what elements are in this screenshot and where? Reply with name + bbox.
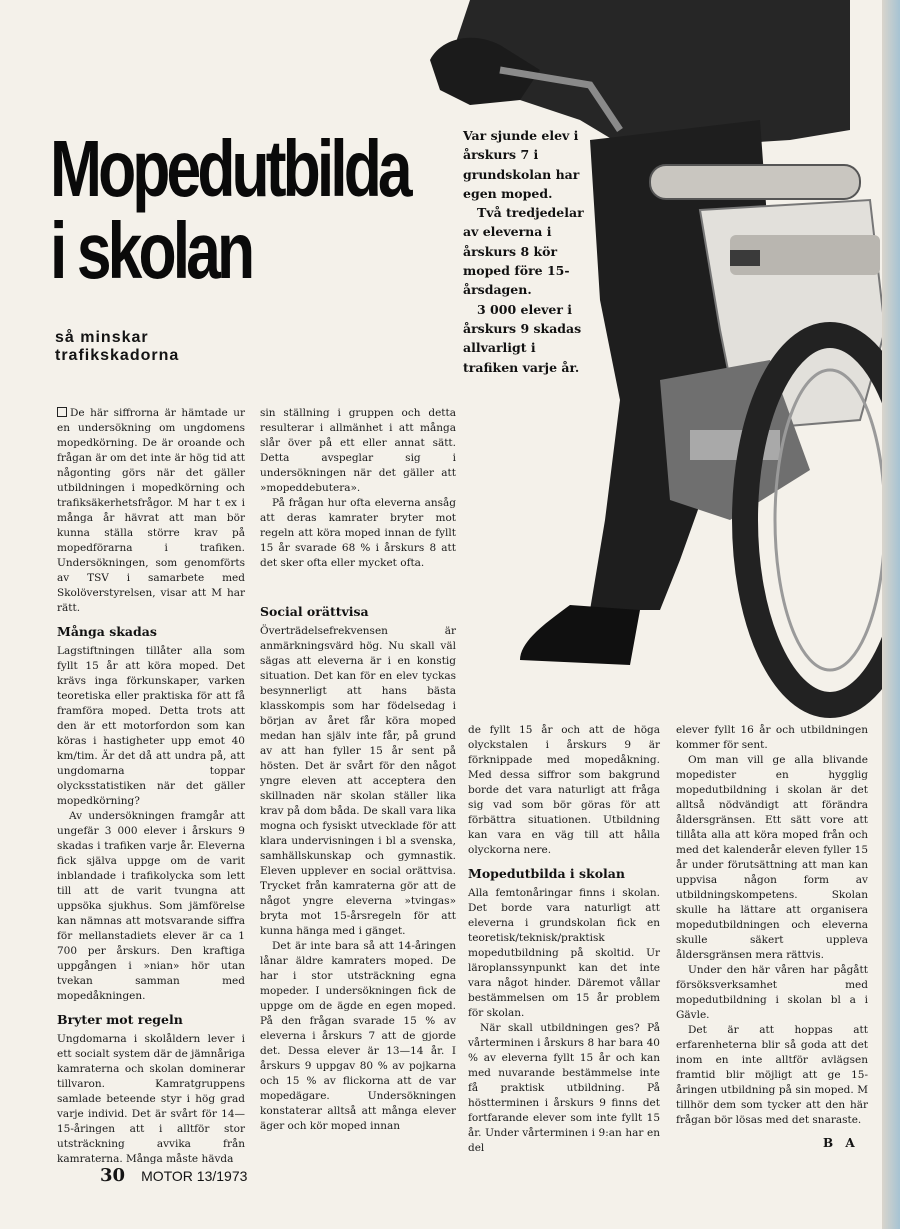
page-number: 30: [100, 1165, 126, 1186]
square-bullet-icon: [57, 407, 67, 417]
magazine-issue: MOTOR 13/1973: [141, 1168, 248, 1184]
intro-paragraph: Var sjunde elev i årskurs 7 i grundskolan har egen moped.: [463, 128, 580, 201]
lead-text: De här siffrorna är hämtade ur en undersökning om ungdomens mopedkörning. De är oroande och frågan är om det inte är hög tid att någonting görs när det gäller utbildningen i mopedkörning och trafiksäkerhetsfrågor. M har t ex i många år hävrat att man bör kunna ställa större krav på mopedförarna i trafiken. Undersökningen, som genomförts av TSV i samarbete med Skolöverstyrelsen, visar att M har rätt.: [57, 407, 245, 614]
text-column-1: [57, 406, 245, 1167]
body-paragraph: elever fyllt 16 år och utbildningen kommer för sent.: [676, 724, 868, 751]
subheading-bryter-mot-regeln: Bryter mot regeln: [57, 1012, 183, 1027]
body-paragraph: Av undersökningen framgår att ungefär 3 000 elever i årskurs 9 skadas i trafiken varje år. Eleverna fick själva uppge om de varit inblandade i trafikolycka som lett till att de varit tvungna att uppsöka sjukhus. Som jämförelse kan nämnas att motsvarande siffra för mellanstadiets elever är ca 1 700 per årskurs. Den kraftiga uppgången i »nian» hör utan tvekan samman med mopedåkningen.: [57, 810, 245, 1002]
body-paragraph: Ungdomarna i skolåldern lever i ett socialt system där de jämnåriga kamraterna och skolan dominerar tillvaron. Kamratgruppens samlade beteende styr i hög grad varje individ. Det är svårt för 14—15-åringen att i alltför stor utsträckning avvika från kamraterna. Många måste hävda: [57, 1033, 246, 1165]
page-edge: [882, 0, 900, 1229]
intro-paragraph: Två tredjedelar av eleverna i årskurs 8 kör moped före 15-årsdagen.: [463, 205, 584, 298]
author-signature: B A: [823, 1136, 859, 1150]
body-paragraph: När skall utbildningen ges? På vårterminen i årskurs 8 har bara 40 % av eleverna fyllt 15 år och kan med nuvarande bestämmelse inte få praktisk utbildning. På höstterminen i årskurs 9 finns det fortfarande elever som inte fyllt 15 år. Under vårterminen i 9:an har en del: [468, 1022, 660, 1154]
body-paragraph: Överträdelsefrekvensen är anmärkningsvärd hög. Nu skall väl sägas att eleverna är i en konstig situation. Det kan för en elev tyckas besynnerligt att hans bästa klasskompis som har födelsedag i början av året får köra moped medan han själv inte får, på grund av att han fyller 15 år sent på hösten. Det är svårt för den något yngre eleven att acceptera den skillnaden när skolan ställer lika krav på dom båda. De skall vara lika mogna och fysiskt utvecklade för att klara undervisningen i bl a svenska, samhällskunskap och gymnastik. Eleven upplever en social orättvisa. Trycket från kamraterna gör att de något yngre eleverna »tvingas» bryta mot 15-årsregeln för att kunna hänga med i gänget.: [260, 625, 456, 937]
page-footer: [100, 1165, 247, 1186]
body-paragraph: de fyllt 15 år och att de höga olyckstalen i årskurs 9 är förknippade med mopedåkning. Med dessa siffror som bakgrund borde det vara naturligt att fråga sig vad som bör göras för att förbättra situationen. Utbildning kan vara en väg till att hålla olyckorna nere.: [468, 724, 660, 856]
text-column-2-lower: [260, 596, 456, 1134]
lead-paragraph: [57, 406, 245, 616]
subheading-mopedutbilda: Mopedutbilda i skolan: [468, 866, 625, 881]
intro-summary: [463, 126, 593, 377]
body-paragraph: sin ställning i gruppen och detta resulterar i allmänhet i att många slår över på ett eller annat sätt. Detta avspeglar sig i undersökningen när det gäller att »mopeddebutera».: [260, 407, 456, 494]
body-paragraph: Om man vill ge alla blivande mopedister en hygglig mopedutbildning i skolan är det alltså nödvändigt att förändra åldersgränsen. Ett sätt vore att tillåta alla att köra moped från och med det kalenderår eleven fyller 15 år under förutsättning att man kan uppvisa någon form av utbildningskompetens. Skolan skulle ha lättare att organisera mopedutbildningen och eleverna skulle säkert uppleva åldersgränsen mera rättvis.: [676, 754, 868, 961]
body-paragraph: Lagstiftningen tillåter alla som fyllt 15 år att köra moped. Det krävs inga förkunskaper, varken teoretiska eller praktiska för att få framföra moped. Detta trots att den är ett motorfordon som kan köras i hastigheter upp emot 40 km/tim. Är det då att undra på, att ungdomarna toppar olycksstatistiken när det gäller mopedkörning?: [57, 645, 245, 807]
text-column-2: [260, 406, 456, 571]
body-paragraph: Det är att hoppas att erfarenheterna blir så goda att det inom en inte alltför avlägsen framtid blir möjligt att ge 15-åringen utbildning på sin moped. M tillhör dem som tycker att den här frågan bör lösas med det snaraste.: [676, 1024, 868, 1126]
body-paragraph: Under den här våren har pågått försöksverksamhet med mopedutbildning i skolan bl a i Gävle.: [676, 964, 868, 1021]
intro-paragraph: 3 000 elever i årskurs 9 skadas allvarligt i trafiken varje år.: [463, 301, 582, 375]
article-headline: Mopedutbilda i skolan: [50, 124, 409, 295]
body-paragraph: Det är inte bara så att 14-åringen lånar äldre kamraters moped. De har i stor utsträckning egna mopeder. I undersökningen fick de uppge om de ägde en egen moped. På den frågan svarade 15 % av eleverna i årskurs 7 att de gjorde det. Dessa elever är 13—14 år. I årskurs 9 uppgav 80 % av pojkarna och 15 % av flickorna att de var mopedägare. Undersökningen konstaterar alltså att många elever äger och kör moped innan: [260, 940, 456, 1132]
text-column-3: [468, 723, 660, 1156]
article-subheadline: så minskar trafikskadorna: [55, 329, 180, 364]
text-column-4: [676, 723, 868, 1128]
body-paragraph: På frågan hur ofta eleverna ansåg att deras kamrater bryter mot regeln att köra moped innan de fyllt 15 år svarade 68 % i årskurs 8 att det sker ofta eller mycket ofta.: [260, 497, 456, 569]
subheading-manga-skadas: Många skadas: [57, 624, 157, 639]
body-paragraph: Alla femtonåringar finns i skolan. Det borde vara naturligt att eleverna i grundskolan fick en teoretisk/teknisk/praktisk mopedutbildning på skoltid. Ur läroplanssynpunkt kan det inte vara något hinder. Däremot vållar bestämmelsen om 15 år problem för skolan.: [468, 887, 660, 1019]
subheading-social-orattvisa: Social orättvisa: [260, 604, 369, 619]
